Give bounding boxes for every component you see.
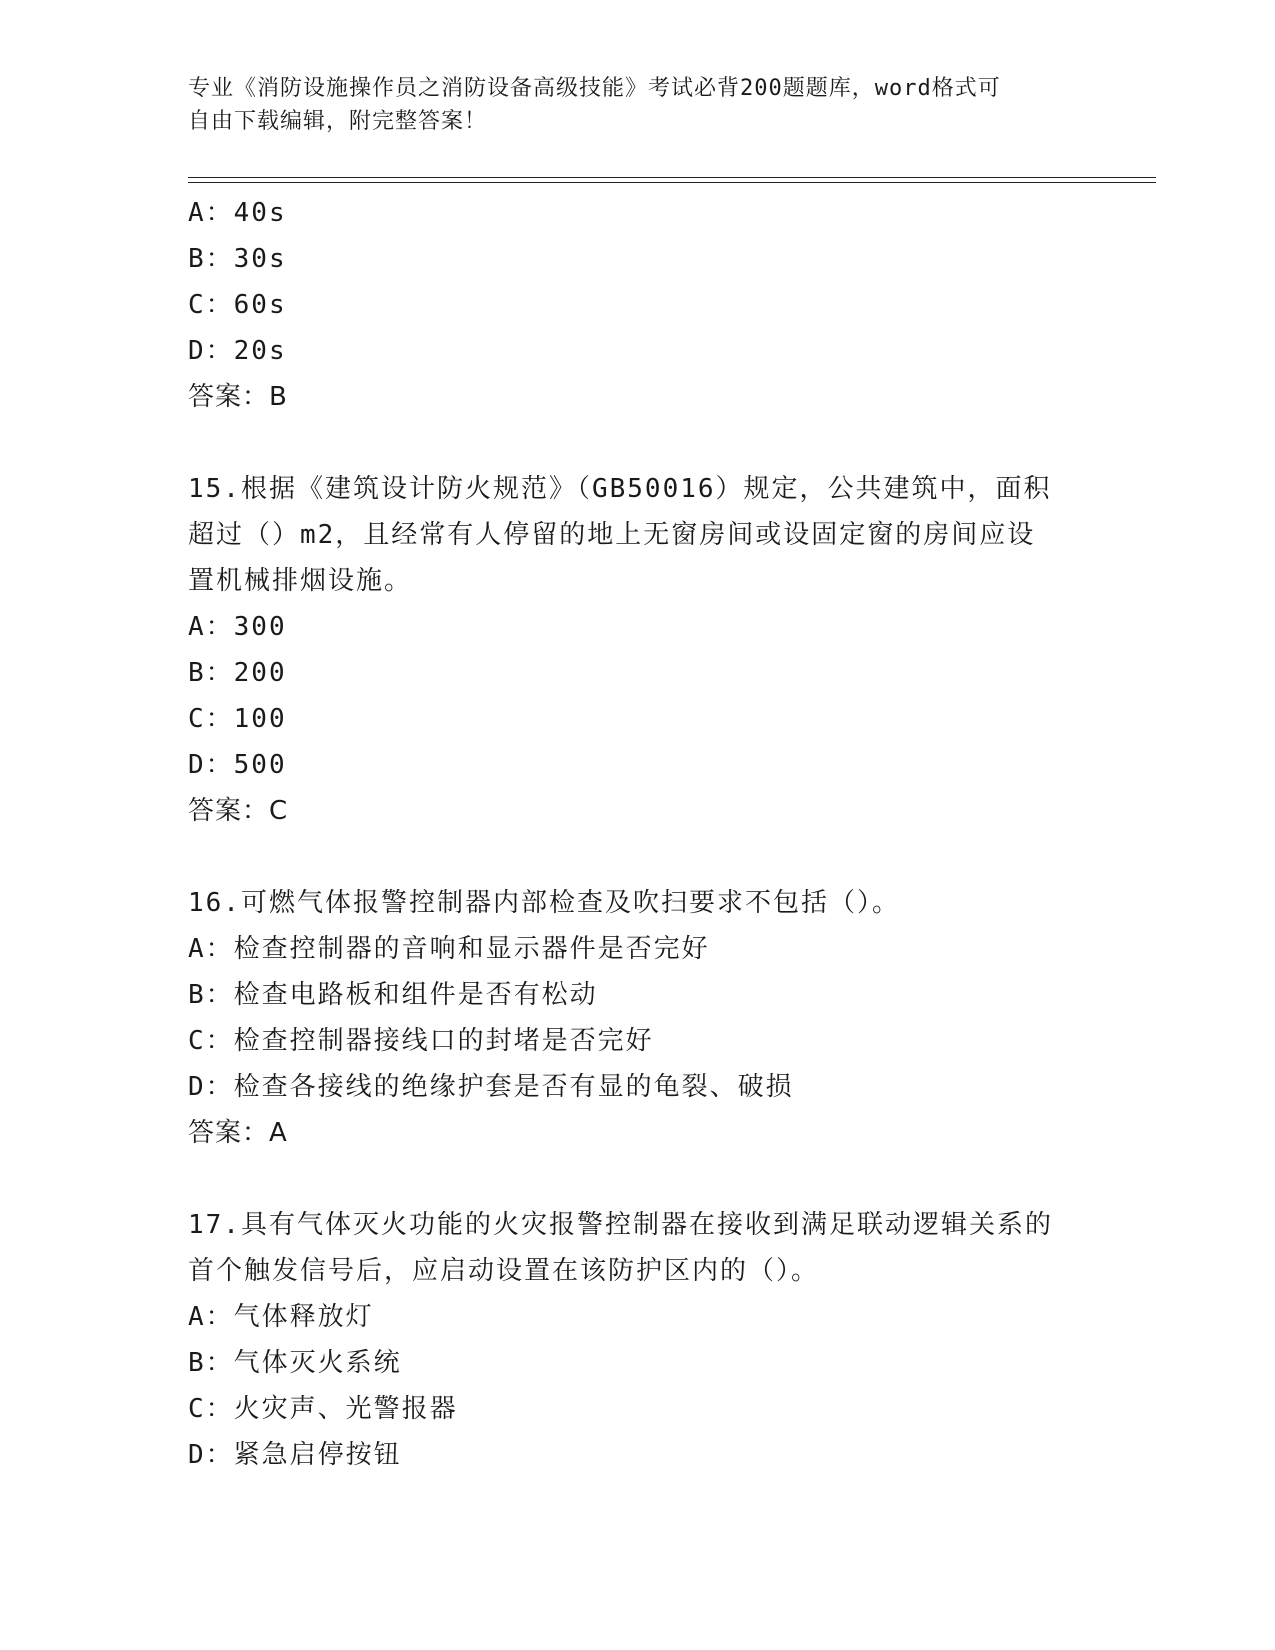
question-16 — [188, 880, 1088, 1156]
question-14-continued — [188, 190, 1088, 420]
question-text-line: 15.根据《建筑设计防火规范》（GB50016）规定，公共建筑中，面积 — [188, 474, 1052, 504]
option-a: A：40s — [188, 198, 287, 228]
question-text-line: 超过（）m2，且经常有人停留的地上无窗房间或设固定窗的房间应设 — [188, 520, 1036, 550]
option-b: B：200 — [188, 658, 287, 688]
option-c: C：60s — [188, 290, 287, 320]
option-a: A：300 — [188, 612, 287, 642]
option-a: A：检查控制器的音响和显示器件是否完好 — [188, 934, 710, 964]
question-text-line: 首个触发信号后，应启动设置在该防护区内的（）。 — [188, 1256, 820, 1286]
option-a: A：气体释放灯 — [188, 1302, 374, 1332]
option-c: C：检查控制器接线口的封堵是否完好 — [188, 1026, 654, 1056]
header-rule-bottom — [188, 182, 1156, 183]
header-rule-top — [188, 177, 1156, 178]
question-text-line: 置机械排烟设施。 — [188, 566, 413, 596]
header-line-1: 专业《消防设施操作员之消防设备高级技能》考试必背200题题库，word格式可 — [188, 76, 1001, 101]
question-text-line: 17.具有气体灭火功能的火灾报警控制器在接收到满足联动逻辑关系的 — [188, 1210, 1053, 1240]
option-c: C：火灾声、光警报器 — [188, 1394, 458, 1424]
document-header — [188, 72, 1088, 138]
question-17 — [188, 1202, 1088, 1478]
spacer — [188, 834, 1088, 880]
spacer — [188, 420, 1088, 466]
option-c: C：100 — [188, 704, 287, 734]
option-b: B：30s — [188, 244, 287, 274]
answer-line: 答案：A — [188, 1118, 288, 1148]
option-b: B：气体灭火系统 — [188, 1348, 402, 1378]
spacer — [188, 1156, 1088, 1202]
answer-line: 答案：C — [188, 796, 289, 826]
option-d: D：20s — [188, 336, 287, 366]
option-d: D：500 — [188, 750, 287, 780]
answer-line: 答案：B — [188, 382, 288, 412]
option-d: D：紧急启停按钮 — [188, 1440, 402, 1470]
header-line-2: 自由下载编辑，附完整答案！ — [188, 109, 488, 134]
option-d: D：检查各接线的绝缘护套是否有显的龟裂、破损 — [188, 1072, 794, 1102]
question-text-line: 16.可燃气体报警控制器内部检查及吹扫要求不包括（）。 — [188, 888, 900, 918]
option-b: B：检查电路板和组件是否有松动 — [188, 980, 598, 1010]
question-15 — [188, 466, 1088, 834]
question-list — [188, 190, 1088, 1478]
